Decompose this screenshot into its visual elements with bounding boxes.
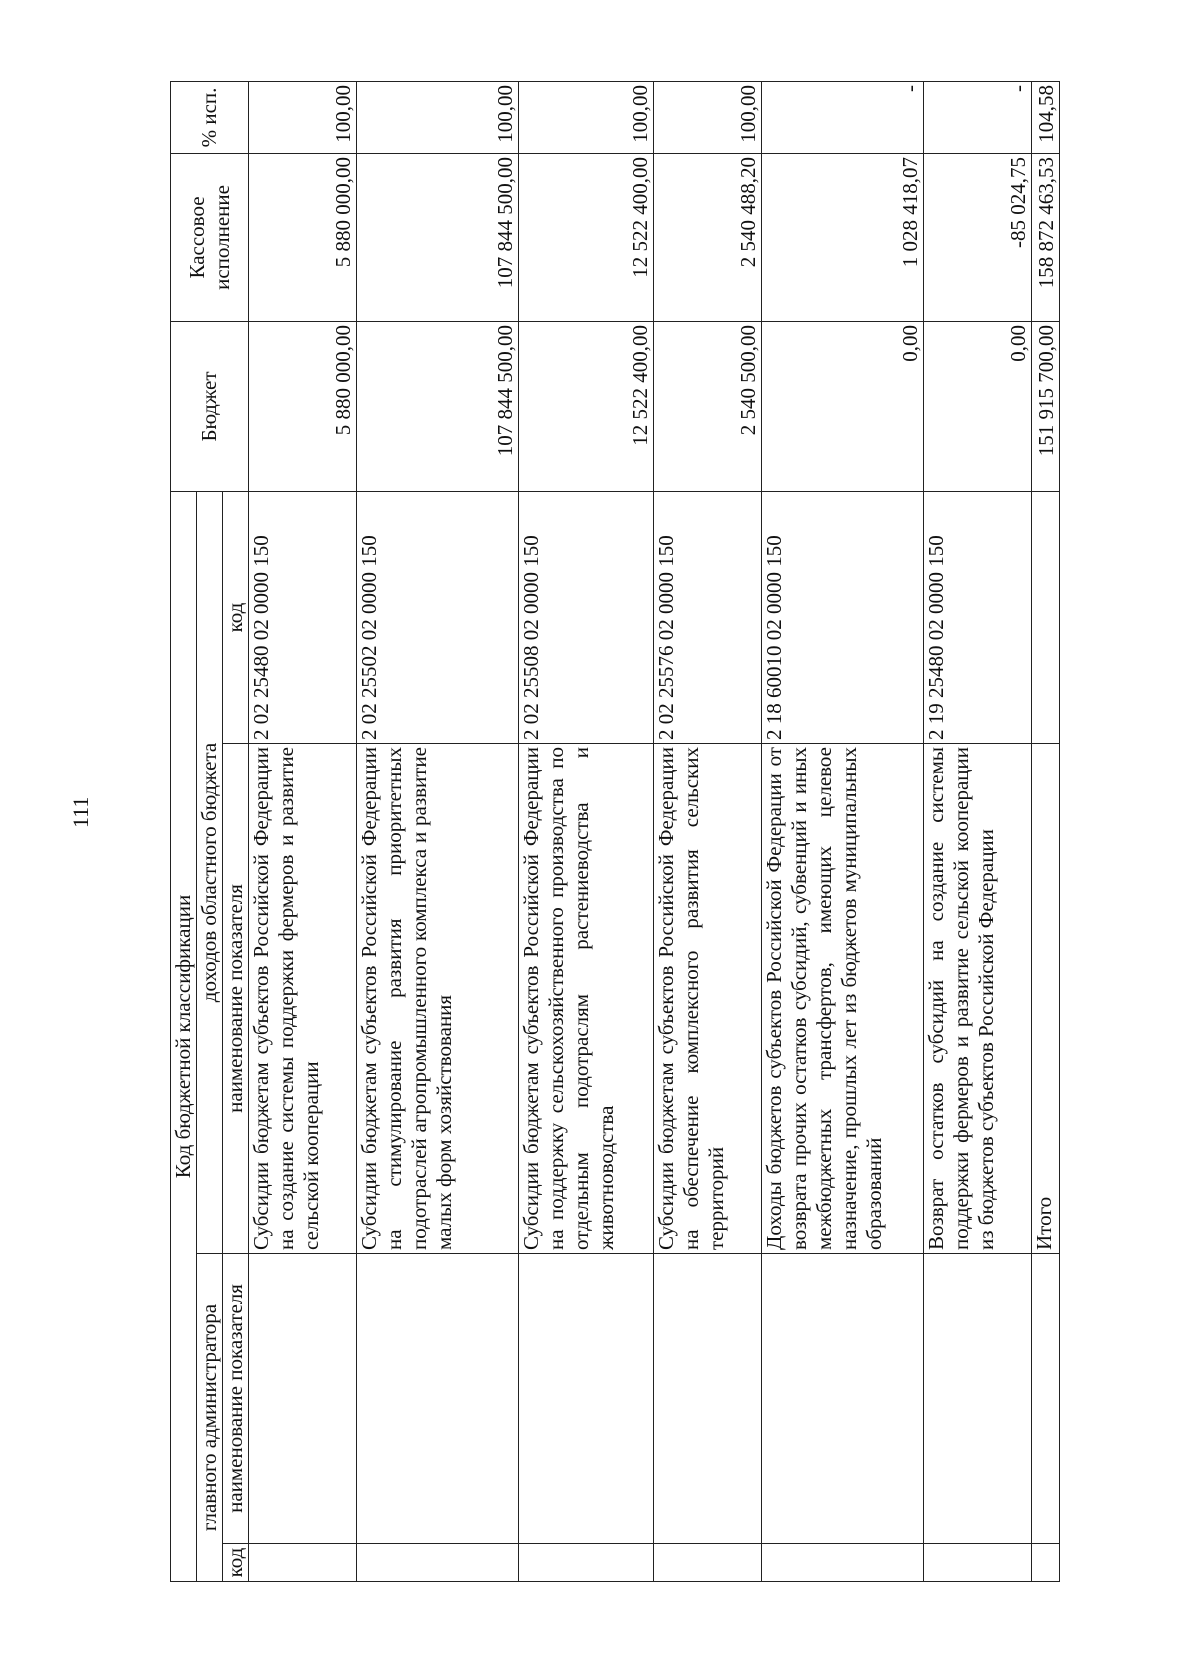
admin-code-cell — [356, 1544, 518, 1582]
admin-code-cell — [1031, 1544, 1059, 1582]
table-row — [761, 81, 923, 1581]
header-income-group: доходов областного бюджета — [197, 491, 223, 1253]
budget-cell: 0,00 — [761, 321, 923, 491]
header-budget: Бюджет — [171, 321, 249, 491]
income-code-cell: 2 18 60010 02 0000 150 — [761, 491, 923, 743]
admin-name-cell — [518, 1254, 653, 1544]
header-income-name: наименование показателя — [223, 744, 249, 1254]
header-income-code: код — [223, 491, 249, 743]
header-classification: Код бюджетной классификации — [171, 491, 197, 1581]
admin-code-cell — [923, 1544, 1031, 1582]
header-admin-code: код — [223, 1544, 249, 1582]
admin-code-cell — [249, 1544, 357, 1582]
income-code-cell: 2 02 25576 02 0000 150 — [653, 491, 761, 743]
pct-cell: - — [923, 81, 1031, 153]
income-name-cell: Субсидии бюджетам субъектов Российской Федерации на создание системы поддержки фермеров и развитие сельской кооперации — [249, 744, 357, 1254]
cash-cell: 2 540 488,20 — [653, 153, 761, 321]
admin-name-cell — [1031, 1254, 1059, 1544]
table-row — [653, 81, 761, 1581]
pct-cell: 100,00 — [356, 81, 518, 153]
admin-name-cell — [249, 1254, 357, 1544]
income-name-cell: Субсидии бюджетам субъектов Российской Федерации на поддержку сельскохозяйственного производства по отдельным подотраслям растениеводства и животноводства — [518, 744, 653, 1254]
pct-cell: - — [761, 81, 923, 153]
income-code-cell — [1031, 491, 1059, 743]
page-number: 111 — [68, 796, 93, 828]
cash-cell: 1 028 418,07 — [761, 153, 923, 321]
admin-code-cell — [518, 1544, 653, 1582]
budget-cell: 5 880 000,00 — [249, 321, 357, 491]
pct-cell: 100,00 — [653, 81, 761, 153]
admin-name-cell — [653, 1254, 761, 1544]
table-row — [356, 81, 518, 1581]
admin-name-cell — [356, 1254, 518, 1544]
total-cash: 158 872 463,53 — [1031, 153, 1059, 321]
total-row — [1031, 81, 1059, 1581]
total-pct: 104,58 — [1031, 81, 1059, 153]
cash-cell: 107 844 500,00 — [356, 153, 518, 321]
budget-table — [170, 81, 1060, 1582]
header-admin-name: наименование показателя — [223, 1254, 249, 1544]
admin-name-cell — [761, 1254, 923, 1544]
pct-cell: 100,00 — [518, 81, 653, 153]
budget-cell: 12 522 400,00 — [518, 321, 653, 491]
cash-cell: 5 880 000,00 — [249, 153, 357, 321]
budget-cell: 0,00 — [923, 321, 1031, 491]
total-budget: 151 915 700,00 — [1031, 321, 1059, 491]
header-pct: % исп. — [171, 81, 249, 153]
income-code-cell: 2 02 25480 02 0000 150 — [249, 491, 357, 743]
income-code-cell: 2 19 25480 02 0000 150 — [923, 491, 1031, 743]
income-code-cell: 2 02 25508 02 0000 150 — [518, 491, 653, 743]
table-row — [518, 81, 653, 1581]
header-admin-group: главного администратора — [197, 1254, 223, 1582]
income-name-cell: Возврат остатков субсидий на создание системы поддержки фермеров и развитие сельской кооперации из бюджетов субъектов Российской Федерации — [923, 744, 1031, 1254]
admin-name-cell — [923, 1254, 1031, 1544]
income-name-cell: Субсидии бюджетам субъектов Российской Федерации на обеспечение комплексного развития сельских территорий — [653, 744, 761, 1254]
table-row — [923, 81, 1031, 1581]
table-row — [249, 81, 357, 1581]
budget-cell: 107 844 500,00 — [356, 321, 518, 491]
income-code-cell: 2 02 25502 02 0000 150 — [356, 491, 518, 743]
cash-cell: -85 024,75 — [923, 153, 1031, 321]
budget-cell: 2 540 500,00 — [653, 321, 761, 491]
total-label: Итого — [1031, 744, 1059, 1254]
admin-code-cell — [761, 1544, 923, 1582]
rotated-table-container — [170, 82, 1070, 1582]
income-name-cell: Доходы бюджетов субъектов Российской Федерации от возврата прочих остатков субсидий, субвенций и иных межбюджетных трансфертов, имеющих целевое назначение, прошлых лет из бюджетов муниципальных образований — [761, 744, 923, 1254]
header-cash: Кассовое исполнение — [171, 153, 249, 321]
income-name-cell: Субсидии бюджетам субъектов Российской Федерации на стимулирование развития приоритетных подотраслей агропромышленного комплекса и развитие малых форм хозяйствования — [356, 744, 518, 1254]
pct-cell: 100,00 — [249, 81, 357, 153]
cash-cell: 12 522 400,00 — [518, 153, 653, 321]
admin-code-cell — [653, 1544, 761, 1582]
